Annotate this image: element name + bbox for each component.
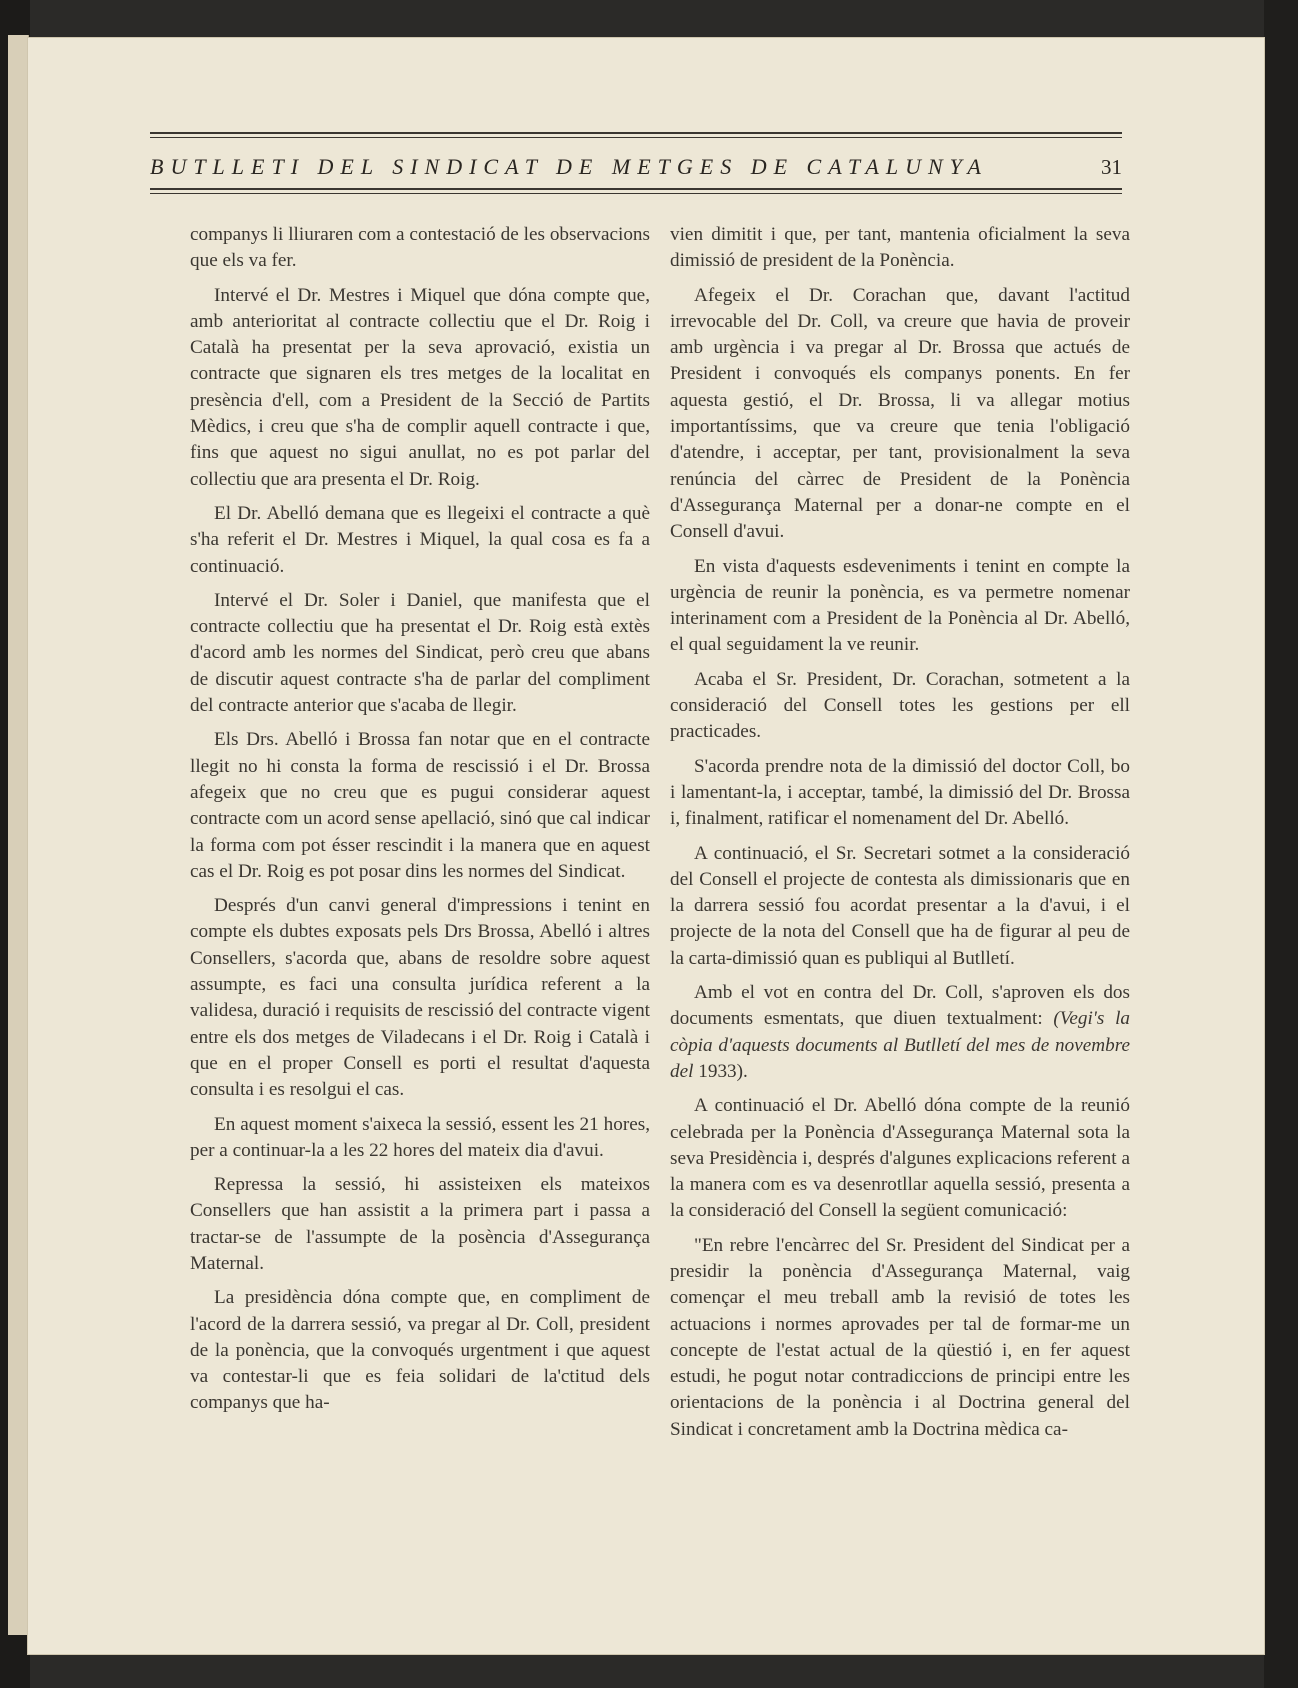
paragraph-text: Amb el vot en contra del Dr. Coll, s'aproven els dos documents esmentats, que diuen textualment: — [670, 982, 1130, 1030]
journal-title: BUTLLETI DEL SINDICAT DE METGES DE CATALUNYA — [150, 154, 988, 179]
paragraph: A continuació, el Sr. Secretari sotmet a la consideració del Consell el projecte de contesta als dimissionaris que en la darrera sessió fou acordat presentar a la d'avui, i el projecte de la nota del Consell que ha de figurar al peu de la carta-dimissió quan es publiqui al Butlletí. — [670, 842, 1130, 969]
paragraph: El Dr. Abelló demana que es llegeixi el contracte a què s'ha referit el Dr. Mestres i Miquel, la qual cosa es fa a continuació. — [190, 502, 650, 577]
scan-background-right — [1264, 0, 1298, 1688]
paragraph: Acaba el Sr. President, Dr. Corachan, sotmetent a la consideració del Consell totes les gestions per ell practicades. — [670, 668, 1130, 743]
paragraph: Intervé el Dr. Soler i Daniel, que manifesta que el contracte collectiu que ha presentat el Dr. Roig està extès d'acord amb les normes del Sindicat, però creu que abans de discutir aquest contracte s'ha de parlar del compliment del contracte anterior que s'acaba de llegir. — [190, 589, 650, 717]
paragraph: companys li lliuraren com a contestació de les observacions que els va fer. — [190, 224, 650, 272]
running-header — [150, 150, 1122, 184]
previous-page-edge — [8, 35, 29, 1635]
header-rule-top-thin — [150, 137, 1122, 138]
paragraph: La presidència dóna compte que, en compliment de l'acord de la darrera sessió, va pregar al Dr. Coll, president de la ponència, que la convoqués urgentment i que aquest va contestar-li que es feia solidari de la'ctitud dels companys que ha- — [190, 1287, 650, 1414]
paragraph: En vista d'aquests esdeveniments i tenint en compte la urgència de reunir la ponència, es va permetre nomenar interinament com a President de la Ponència al Dr. Abelló, el qual seguidament la ve reunir. — [670, 555, 1130, 656]
paragraph: vien dimitit i que, per tant, mantenia oficialment la seva dimissió de president de la Ponència. — [670, 224, 1130, 272]
paragraph: S'acorda prendre nota de la dimissió del doctor Coll, bo i lamentant-la, i acceptar, també, la dimissió del Dr. Brossa i, finalment, ratificar el nomenament del Dr. Abelló. — [670, 755, 1130, 830]
paragraph: A continuació el Dr. Abelló dóna compte de la reunió celebrada per la Ponència d'Assegurança Maternal sota la seva Presidència i, després d'algunes explicacions referent a la manera com es va desenrotllar aquella sessió, presenta a la consideració del Consell la següent comunicació: — [670, 1095, 1130, 1222]
header-rule-bottom-thin — [150, 193, 1122, 194]
page-number: 31 — [1101, 154, 1122, 179]
paragraph: Els Drs. Abelló i Brossa fan notar que en el contracte llegit no hi consta la forma de rescissió i el Dr. Brossa afegeix que no creu que es pugui considerar aquest contracte com un acord sense apellació, sinó que cal indicar la forma com pot ésser rescindit i la manera que en aquest cas el Dr. Roig es pot posar dins les normes del Sindicat. — [190, 729, 650, 882]
italic-reference: (Vegi's la còpia d'aquests documents al Butlletí del mes de novembre del — [670, 1008, 1130, 1082]
paragraph: "En rebre l'encàrrec del Sr. President del Sindicat per a presidir la ponència d'Assegurança Maternal, vaig començar el meu treball amb la revisió de totes les actuacions i normes aprovades per tal de formar-me un concepte de l'estat actual de la qüestió i, en fer aquest estudi, he pogut notar contradiccions de principi entre les orientacions de la ponència i al Doctrina general del Sindicat i concretament amb la Doctrina mèdica ca- — [670, 1234, 1130, 1440]
header-rule-bottom — [150, 188, 1122, 190]
paragraph: En aquest moment s'aixeca la sessió, essent les 21 hores, per a continuar-la a les 22 hores del mateix dia d'avui. — [190, 1113, 650, 1161]
right-column — [670, 222, 1130, 1451]
paragraph: Intervé el Dr. Mestres i Miquel que dóna compte que, amb anterioritat al contracte collectiu que el Dr. Roig i Català ha presentat per la seva aprovació, existia un contracte que signaren els tres metges de la localitat en presència d'ell, com a President de la Secció de Partits Mèdics, i creu que s'ha de complir aquell contracte i que, fins que aquest no sigui anullat, no es pot parlar del collectiu que ara presenta el Dr. Roig. — [190, 284, 650, 490]
paragraph: Després d'un canvi general d'impressions i tenint en compte els dubtes exposats pels Drs Brossa, Abelló i altres Consellers, s'acorda que, abans de resoldre sobre aquest assumpte, es faci una consulta jurídica referent a la validesa, duració i requisits de rescissió del contracte vigent entre els dos metges de Viladecans i el Dr. Roig i Català i que en el proper Consell es porti el resultat d'aquesta consulta i es resolgui el cas. — [190, 895, 650, 1101]
paragraph: Afegeix el Dr. Corachan que, davant l'actitud irrevocable del Dr. Coll, va creure que havia de proveir amb urgència i va pregar al Dr. Brossa que actués de President i convoqués els companys ponents. En fer aquesta gestió, el Dr. Brossa, li va allegar motius importantíssims, que va creure que tenia l'obligació d'atendre, i acceptar, per tant, provisionalment la seva renúncia del càrrec de President de la Ponència d'Assegurança Maternal per a donar-ne compte en el Consell d'avui. — [670, 284, 1130, 543]
left-column — [190, 222, 650, 1425]
paragraph — [670, 980, 1130, 1085]
paragraph-tail: 1933). — [698, 1060, 748, 1082]
header-rule-top — [150, 132, 1122, 134]
paragraph: Repressa la sessió, hi assisteixen els mateixos Consellers que han assistit a la primera part i passa a tractar-se de l'assumpte de la posència d'Assegurança Maternal. — [190, 1174, 650, 1274]
